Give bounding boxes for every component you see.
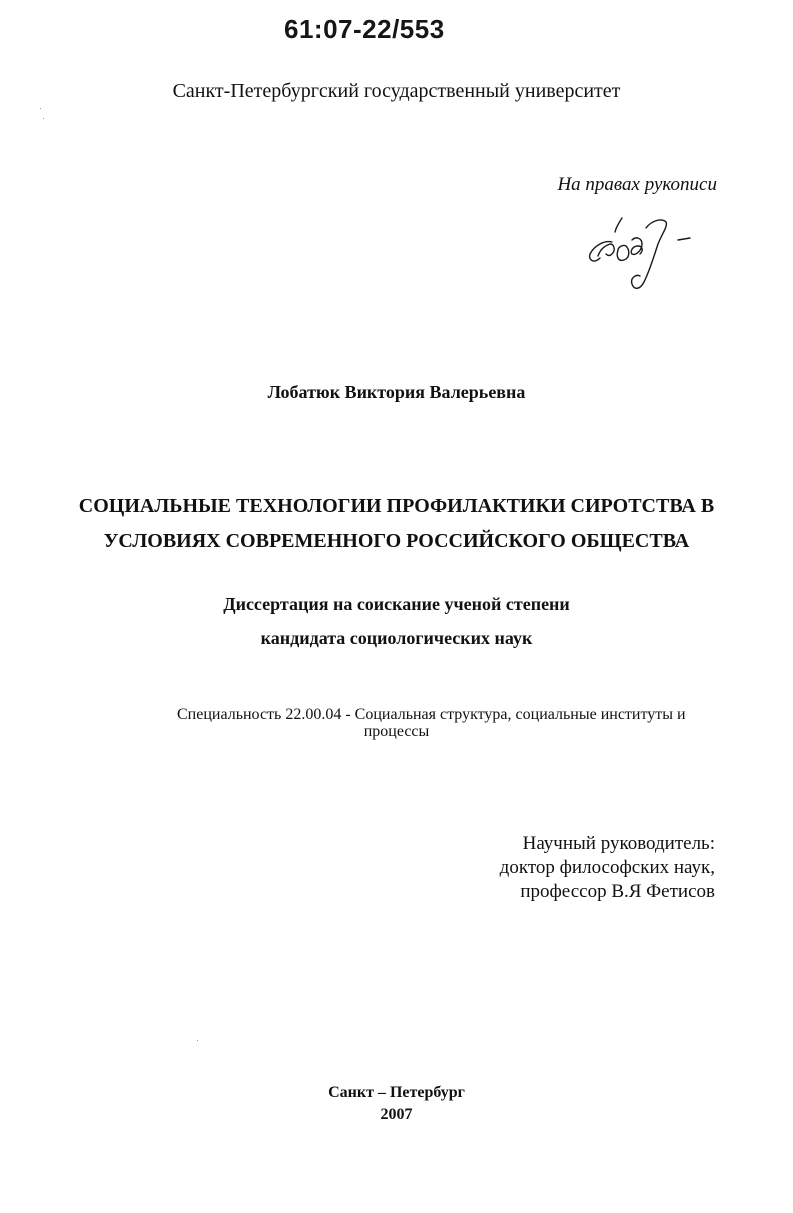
publication-year: 2007 bbox=[380, 1106, 413, 1123]
specialty-line-1: Специальность 22.00.04 - Социальная структура, социальные институты и bbox=[177, 706, 686, 723]
university-name: Санкт-Петербургский государственный университет bbox=[172, 80, 621, 102]
manuscript-rights-note: На правах рукописи bbox=[557, 174, 717, 195]
scan-speck bbox=[43, 118, 44, 119]
publication-city: Санкт – Петербург bbox=[328, 1084, 465, 1101]
scientific-supervisor-block bbox=[460, 832, 715, 904]
supervisor-role: Научный руководитель: bbox=[522, 833, 715, 854]
degree-statement-line-1: Диссертация на соискание ученой степени bbox=[223, 594, 570, 614]
thesis-title-line-1: СОЦИАЛЬНЫЕ ТЕХНОЛОГИИ ПРОФИЛАКТИКИ СИРОТСТВА В bbox=[78, 495, 715, 517]
scan-speck bbox=[197, 1040, 198, 1041]
degree-statement-line-2: кандидата социологических наук bbox=[260, 628, 533, 648]
author-name: Лобатюк Виктория Валерьевна bbox=[267, 382, 526, 402]
supervisor-degree: доктор философских наук, bbox=[499, 857, 715, 878]
handwritten-signature bbox=[582, 210, 700, 295]
specialty-line-2: процессы bbox=[363, 723, 430, 740]
thesis-title-line-2: УСЛОВИЯХ СОВРЕМЕННОГО РОССИЙСКОГО ОБЩЕСТВА bbox=[103, 530, 690, 552]
supervisor-name: профессор В.Я Фетисов bbox=[520, 881, 715, 902]
scan-speck bbox=[40, 108, 41, 109]
archive-stamp-code: 61:07-22/553 bbox=[284, 14, 445, 44]
